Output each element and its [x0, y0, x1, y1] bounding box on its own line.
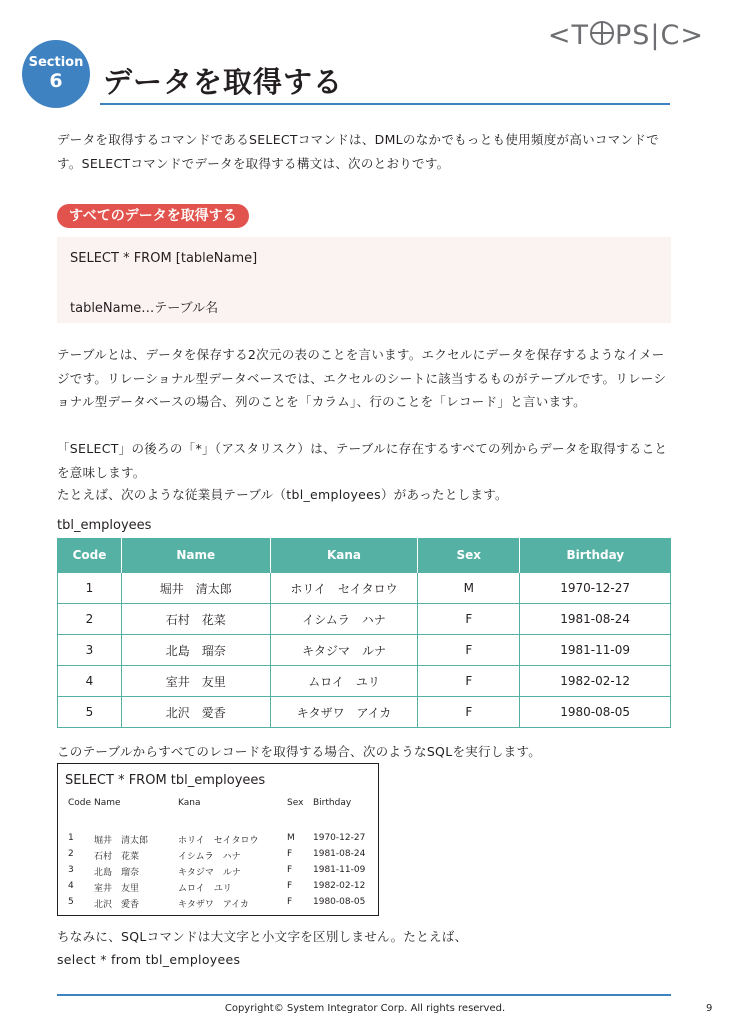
sql-cell-sex: F	[287, 849, 293, 859]
sql-cell-code: 4	[68, 881, 74, 891]
sql-cell-code: 5	[68, 897, 74, 907]
sql-header-kana: Kana	[178, 798, 201, 808]
sql-statement: SELECT * FROM tbl_employees	[65, 773, 266, 788]
table-row	[58, 604, 671, 635]
employees-table	[57, 538, 671, 728]
cell-sex: F	[418, 604, 520, 635]
sql-cell-birthday: 1980-08-05	[313, 897, 366, 907]
body-paragraph-2: 「SELECT」の後ろの「*」（アスタリスク）は、テーブルに存在するすべての列からデータを取得することを意味します。	[57, 441, 668, 480]
sql-cell-code: 2	[68, 849, 74, 859]
closing-code: select * from tbl_employees	[57, 952, 241, 967]
intro-paragraph: データを取得するコマンドであるSELECTコマンドは、DMLのなかでもっとも使用頻度が高いコマンドです。SELECTコマンドでデータを取得する構文は、次のとおりです。	[57, 132, 659, 171]
sql-cell-kana: キタジマ ルナ	[178, 868, 241, 878]
table-row	[58, 697, 671, 728]
table-header-row	[58, 538, 671, 573]
logo-text-left: <T	[547, 20, 589, 51]
sql-cell-sex: F	[287, 881, 293, 891]
header-name: Name	[121, 538, 270, 573]
syntax-box	[57, 237, 671, 323]
cell-sex: F	[418, 666, 520, 697]
sql-cell-code: 3	[68, 865, 74, 875]
cell-code: 2	[58, 604, 122, 635]
closing-line: ちなみに、SQLコマンドは大文字と小文字を区別しません。たとえば、	[57, 929, 468, 944]
cell-code: 1	[58, 573, 122, 604]
sql-cell-code: 1	[68, 833, 74, 843]
cell-sex: M	[418, 573, 520, 604]
page-number: 9	[706, 1003, 713, 1014]
sql-output-box	[57, 763, 379, 916]
cell-kana: キタジマ ルナ	[270, 635, 418, 666]
table-caption: tbl_employees	[57, 518, 152, 533]
cell-kana: ホリイ セイタロウ	[270, 573, 418, 604]
sql-cell-birthday: 1981-08-24	[313, 849, 366, 859]
sql-cell-birthday: 1982-02-12	[313, 881, 366, 891]
cell-code: 4	[58, 666, 122, 697]
sql-header-birthday: Birthday	[313, 798, 352, 808]
tops-logo	[548, 20, 704, 51]
sql-cell-name: 室井 友里	[94, 884, 140, 894]
cell-sex: F	[418, 697, 520, 728]
subheading-pill: すべてのデータを取得する	[57, 204, 249, 228]
header-kana: Kana	[270, 538, 418, 573]
sql-cell-name: 石村 花菜	[94, 852, 140, 862]
body-paragraph-1: テーブルとは、データを保存する2次元の表のことを言います。エクセルにデータを保存するようなイメージです。リレーショナル型データベースでは、エクセルのシートに該当するものがテーブルです。リレーショナル型データベースの場合、列のことを「カラム」、行のことを「レコード」と言います。	[57, 347, 667, 409]
cell-birthday: 1981-11-09	[520, 635, 671, 666]
cell-name: 室井 友里	[121, 666, 270, 697]
sql-cell-sex: M	[287, 833, 295, 843]
cell-birthday: 1982-02-12	[520, 666, 671, 697]
sql-cell-kana: ムロイ ユリ	[178, 884, 232, 894]
sql-header-sex: Sex	[287, 798, 304, 808]
cell-code: 3	[58, 635, 122, 666]
section-badge	[22, 40, 90, 108]
page-title: データを取得する	[103, 65, 344, 99]
cell-birthday: 1970-12-27	[520, 573, 671, 604]
sql-cell-name: 北島 瑠奈	[94, 868, 140, 878]
cell-code: 5	[58, 697, 122, 728]
sql-cell-kana: ホリイ セイタロウ	[178, 836, 259, 846]
cell-name: 石村 花菜	[121, 604, 270, 635]
table-row	[58, 573, 671, 604]
sql-cell-sex: F	[287, 865, 293, 875]
sql-cell-name: 堀井 清太郎	[94, 836, 149, 846]
header-sex: Sex	[418, 538, 520, 573]
cell-kana: イシムラ ハナ	[270, 604, 418, 635]
globe-icon	[590, 21, 614, 45]
cell-kana: ムロイ ユリ	[270, 666, 418, 697]
title-rule	[100, 103, 670, 105]
sql-header-name: Name	[94, 798, 121, 808]
table-row	[58, 635, 671, 666]
after-table-paragraph: このテーブルからすべてのレコードを取得する場合、次のようなSQLを実行します。	[57, 744, 542, 759]
section-label: Section	[28, 55, 84, 70]
cell-name: 北沢 愛香	[121, 697, 270, 728]
copyright: Copyright© System Integrator Corp. All rights reserved.	[224, 1003, 506, 1014]
logo-text-right: PS|C>	[615, 20, 704, 51]
body-paragraph-3: たとえば、次のような従業員テーブル（tbl_employees）があったとします。	[57, 487, 508, 502]
syntax-note: tableName…テーブル名	[70, 301, 219, 316]
footer-rule	[57, 994, 671, 996]
header-code: Code	[58, 538, 122, 573]
header-birthday: Birthday	[520, 538, 671, 573]
sql-cell-birthday: 1981-11-09	[313, 865, 366, 875]
sql-cell-kana: キタザワ アイカ	[178, 900, 249, 910]
cell-name: 北島 瑠奈	[121, 635, 270, 666]
sql-cell-kana: イシムラ ハナ	[178, 852, 241, 862]
cell-birthday: 1980-08-05	[520, 697, 671, 728]
cell-kana: キタザワ アイカ	[270, 697, 418, 728]
cell-name: 堀井 清太郎	[121, 573, 270, 604]
sql-cell-birthday: 1970-12-27	[313, 833, 366, 843]
cell-sex: F	[418, 635, 520, 666]
section-number: 6	[49, 70, 63, 92]
cell-birthday: 1981-08-24	[520, 604, 671, 635]
sql-cell-sex: F	[287, 897, 293, 907]
syntax-line: SELECT * FROM [tableName]	[70, 251, 258, 266]
table-row	[58, 666, 671, 697]
sql-cell-name: 北沢 愛香	[94, 900, 140, 910]
sql-header-code: Code	[68, 798, 92, 808]
